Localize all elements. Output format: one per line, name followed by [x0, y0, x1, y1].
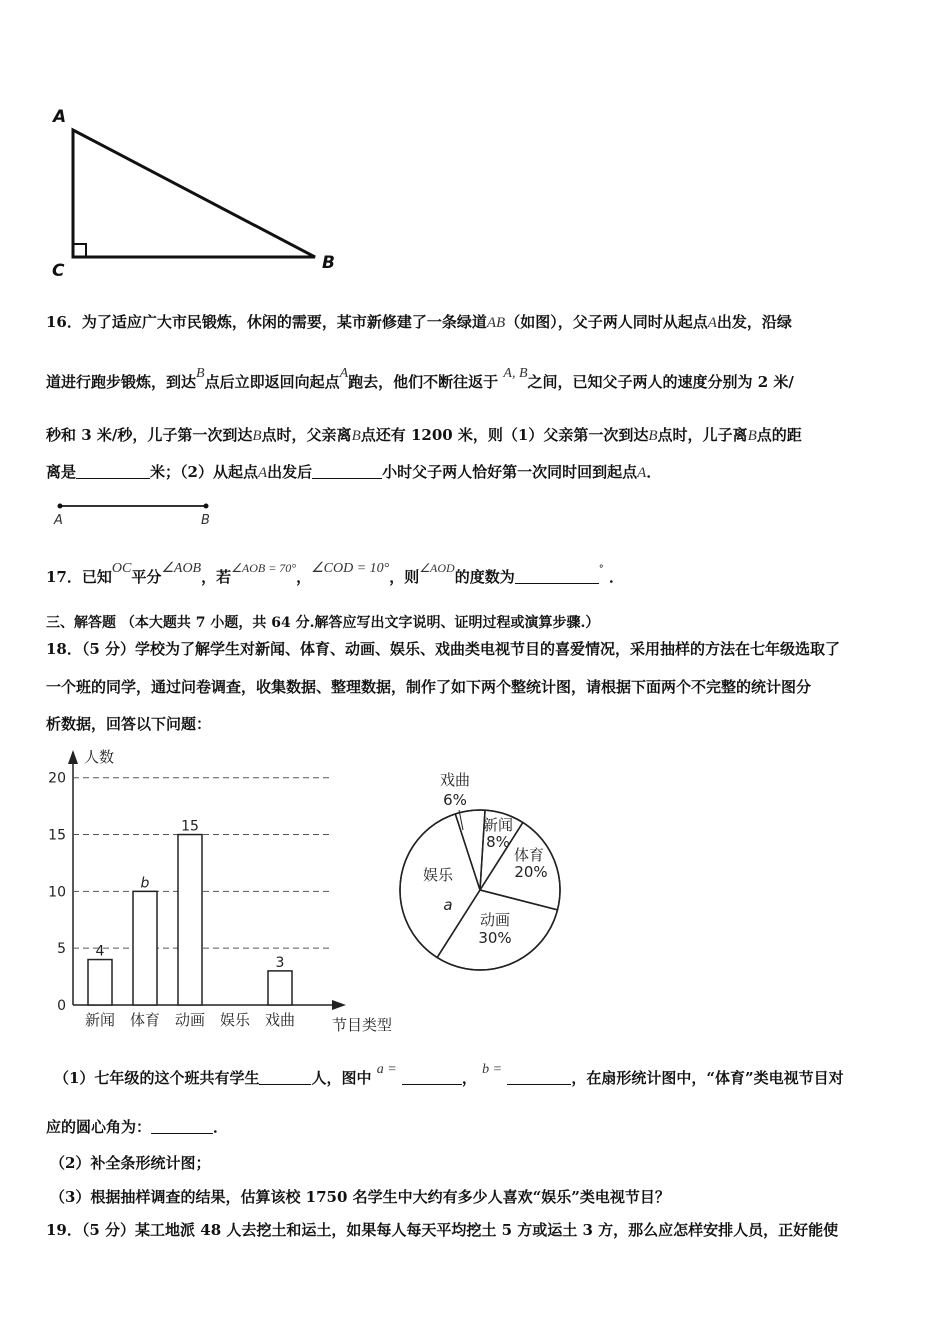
bar-动画	[178, 835, 202, 1005]
q18-line-3: 析数据，回答以下问题：	[46, 715, 212, 733]
x-tick-label: 体育	[129, 1011, 161, 1029]
bar-chart	[40, 740, 410, 1040]
y-tick-label: 15	[48, 827, 66, 844]
x-tick-label: 动画	[174, 1011, 206, 1029]
pie-value-label: 6%	[443, 791, 467, 809]
x-tick-label: 娱乐	[219, 1011, 251, 1029]
triangle-shape	[73, 130, 315, 257]
x-axis-arrow	[332, 1000, 346, 1010]
x-tick-label: 戏曲	[264, 1011, 296, 1029]
y-tick-label: 0	[57, 998, 66, 1014]
q18-sub1-line: （1）七年级的这个班共有学生 人，图中 a = ， b = ，在扇形统计图中，“体育”类电视节目对	[54, 1062, 844, 1087]
y-axis-arrow	[68, 750, 78, 764]
y-tick-label: 10	[48, 884, 66, 901]
q18-line-2: 一个班的同学，通过问卷调查，收集数据、整理数据，制作了如下两个整统计图，请根据下面两个不完整的统计图分	[46, 678, 812, 696]
x-axis-title: 节目类型	[332, 1016, 393, 1034]
q18-line-1: 18．（5 分）学校为了解学生对新闻、体育、动画、娱乐、戏曲类电视节目的喜爱情况，采用抽样的方法在七年级选取了	[46, 640, 841, 658]
y-tick-label: 5	[57, 941, 66, 958]
bar-value-label: b	[140, 875, 150, 892]
bar-新闻	[88, 960, 112, 1005]
answer-blank[interactable]	[151, 1119, 213, 1134]
point-b-label: B	[201, 513, 210, 528]
bar-体育	[133, 891, 157, 1005]
q16-line-3: 秒和 3 米/秒，儿子第一次到达B点时，父亲离B点还有 1200 米，则（1）父亲第一次到达B点时，儿子离B点的距	[46, 426, 802, 444]
segment-figure	[48, 497, 223, 529]
pie-label: 新闻	[482, 816, 514, 834]
pie-value-label: 8%	[486, 833, 510, 851]
q18-sub1-line-2: 应的圆心角为： ．	[46, 1118, 229, 1136]
q16-line-1: 16．为了适应广大市民锻炼，休闲的需要，某市新修建了一条绿道AB（如图），父子两人同时从起点A出发，沿绿	[46, 313, 792, 331]
vertex-b-label: B	[322, 253, 335, 273]
y-tick-label: 20	[48, 770, 66, 787]
pie-label: 戏曲	[439, 771, 471, 789]
vertex-c-label: C	[52, 261, 65, 281]
x-tick-label: 新闻	[84, 1011, 116, 1029]
q16-line-4: 离是 米；（2）从起点A出发后 小时父子两人恰好第一次同时回到起点A．	[46, 463, 662, 481]
y-axis-title: 人数	[84, 748, 115, 766]
section-3-heading: 三、解答题 （本大题共 7 小题，共 64 分.解答应写出文字说明、证明过程或演算步骤.）	[46, 615, 600, 631]
pie-value-label: 30%	[478, 929, 512, 947]
pie-label: 动画	[479, 911, 511, 929]
pie-label: 体育	[513, 846, 545, 864]
answer-blank[interactable]	[76, 464, 150, 479]
bar-value-label: 3	[275, 954, 285, 971]
point-a	[58, 504, 63, 509]
q18-sub2-line: （2）补全条形统计图；	[50, 1154, 211, 1172]
answer-blank[interactable]	[507, 1070, 571, 1085]
vertex-a-label: A	[53, 107, 67, 127]
q18-sub3-line: （3）根据抽样调查的结果，估算该校 1750 名学生中大约有多少人喜欢“娱乐”类电视节目？	[50, 1188, 670, 1206]
pie-chart	[385, 755, 585, 985]
segment-ab: AB	[486, 315, 506, 331]
answer-blank[interactable]	[402, 1070, 462, 1085]
right-angle-mark	[73, 244, 86, 257]
q17-line: 17．已知OC平分∠AOB，若$^{\angle AOB = 70^\circ}$，∠COD = 10°，则$^{\angle AOD}$的度数为 ° ．	[46, 561, 624, 586]
pie-label: 娱乐	[422, 866, 454, 884]
bar-戏曲	[268, 971, 292, 1005]
pie-value-label: 20%	[514, 863, 548, 881]
triangle-figure	[40, 100, 360, 285]
q16-line-2: 道进行跑步锻炼，到达B点后立即返回向起点A跑去，他们不断往返于 A, B之间，已知父子两人的速度分别为 2 米/	[46, 366, 794, 391]
answer-blank[interactable]	[515, 569, 599, 584]
answer-blank[interactable]	[312, 464, 382, 479]
pie-value-label: a	[443, 896, 453, 914]
point-a-label: A	[54, 513, 63, 528]
q19-line: 19．（5 分）某工地派 48 人去挖土和运土，如果每人每天平均挖土 5 方或运土 3 方，那么应怎样安排人员，正好能使	[46, 1221, 839, 1239]
point-b	[204, 504, 209, 509]
answer-blank[interactable]	[259, 1070, 311, 1085]
bar-value-label: 4	[95, 943, 105, 960]
bar-value-label: 15	[181, 818, 199, 835]
